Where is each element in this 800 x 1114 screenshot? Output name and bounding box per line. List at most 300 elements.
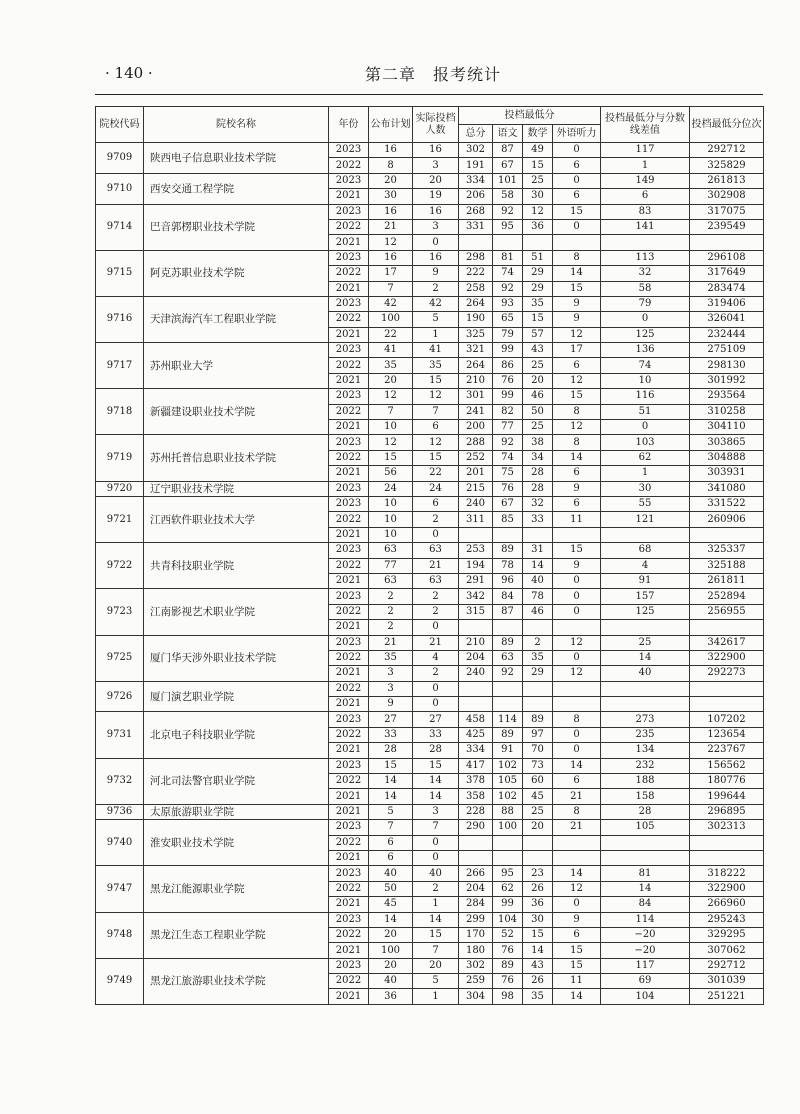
cell-rank: 318222 bbox=[690, 866, 764, 881]
cell-listening: 0 bbox=[553, 743, 601, 758]
school-name: 河北司法警官职业学院 bbox=[144, 758, 329, 804]
cell-math: 35 bbox=[523, 989, 553, 1004]
cell-actual: 0 bbox=[413, 681, 459, 696]
cell-plan: 16 bbox=[369, 204, 413, 219]
cell-listening: 9 bbox=[553, 312, 601, 327]
cell-actual: 0 bbox=[413, 620, 459, 635]
cell-actual: 14 bbox=[413, 912, 459, 927]
cell-year: 2022 bbox=[329, 158, 369, 173]
table-row bbox=[96, 635, 764, 650]
cell-rank: 275109 bbox=[690, 343, 764, 358]
header-math: 数学 bbox=[523, 125, 553, 143]
cell-chinese bbox=[493, 620, 523, 635]
cell-plan: 40 bbox=[369, 974, 413, 989]
cell-plan: 7 bbox=[369, 281, 413, 296]
cell-year: 2022 bbox=[329, 604, 369, 619]
header-rule bbox=[95, 94, 763, 95]
cell-math: 26 bbox=[523, 881, 553, 896]
cell-rank: 304888 bbox=[690, 450, 764, 465]
cell-actual: 16 bbox=[413, 250, 459, 265]
cell-diff bbox=[601, 835, 690, 850]
cell-math: 28 bbox=[523, 481, 553, 496]
cell-plan: 20 bbox=[369, 958, 413, 973]
cell-total: 228 bbox=[459, 804, 493, 819]
cell-year: 2021 bbox=[329, 466, 369, 481]
cell-year: 2023 bbox=[329, 204, 369, 219]
cell-actual: 14 bbox=[413, 774, 459, 789]
cell-listening: 6 bbox=[553, 158, 601, 173]
table-row bbox=[96, 681, 764, 696]
cell-chinese: 81 bbox=[493, 250, 523, 265]
cell-rank: 325188 bbox=[690, 558, 764, 573]
cell-listening: 8 bbox=[553, 250, 601, 265]
cell-plan: 45 bbox=[369, 897, 413, 912]
cell-rank bbox=[690, 527, 764, 542]
cell-rank: 310258 bbox=[690, 404, 764, 419]
cell-actual: 1 bbox=[413, 327, 459, 342]
cell-listening: 8 bbox=[553, 804, 601, 819]
cell-listening: 15 bbox=[553, 958, 601, 973]
cell-rank: 251221 bbox=[690, 989, 764, 1004]
cell-plan: 12 bbox=[369, 435, 413, 450]
cell-total: 253 bbox=[459, 543, 493, 558]
cell-year: 2021 bbox=[329, 789, 369, 804]
cell-chinese: 74 bbox=[493, 450, 523, 465]
cell-math bbox=[523, 620, 553, 635]
school-code: 9747 bbox=[96, 866, 144, 912]
school-code: 9710 bbox=[96, 173, 144, 204]
cell-plan: 28 bbox=[369, 743, 413, 758]
header-min-score-group: 投档最低分 bbox=[459, 107, 601, 125]
cell-diff: 40 bbox=[601, 666, 690, 681]
cell-total: 210 bbox=[459, 373, 493, 388]
cell-diff: 235 bbox=[601, 727, 690, 742]
page-number: · 140 · bbox=[105, 64, 153, 82]
cell-listening: 0 bbox=[553, 589, 601, 604]
school-code: 9723 bbox=[96, 589, 144, 635]
cell-actual: 15 bbox=[413, 758, 459, 773]
cell-diff: 134 bbox=[601, 743, 690, 758]
cell-rank: 292712 bbox=[690, 958, 764, 973]
cell-actual: 63 bbox=[413, 543, 459, 558]
cell-total bbox=[459, 527, 493, 542]
school-name: 厦门演艺职业学院 bbox=[144, 681, 329, 712]
cell-chinese: 89 bbox=[493, 958, 523, 973]
cell-total: 180 bbox=[459, 943, 493, 958]
cell-plan: 12 bbox=[369, 389, 413, 404]
cell-actual: 24 bbox=[413, 481, 459, 496]
cell-total: 200 bbox=[459, 420, 493, 435]
school-name: 西安交通工程学院 bbox=[144, 173, 329, 204]
school-name: 陕西电子信息职业技术学院 bbox=[144, 143, 329, 174]
cell-rank: 307062 bbox=[690, 943, 764, 958]
cell-diff: 51 bbox=[601, 404, 690, 419]
cell-diff: 69 bbox=[601, 974, 690, 989]
cell-rank: 325829 bbox=[690, 158, 764, 173]
cell-math: 36 bbox=[523, 897, 553, 912]
cell-chinese: 76 bbox=[493, 481, 523, 496]
cell-plan: 8 bbox=[369, 158, 413, 173]
cell-rank: 292273 bbox=[690, 666, 764, 681]
cell-actual: 0 bbox=[413, 235, 459, 250]
cell-diff: 157 bbox=[601, 589, 690, 604]
cell-rank: 232444 bbox=[690, 327, 764, 342]
cell-chinese: 63 bbox=[493, 650, 523, 665]
cell-rank: 296895 bbox=[690, 804, 764, 819]
cell-diff: 14 bbox=[601, 881, 690, 896]
cell-total: 458 bbox=[459, 712, 493, 727]
cell-chinese: 100 bbox=[493, 820, 523, 835]
cell-plan: 21 bbox=[369, 219, 413, 234]
cell-listening: 8 bbox=[553, 712, 601, 727]
cell-chinese bbox=[493, 835, 523, 850]
cell-total bbox=[459, 620, 493, 635]
cell-actual: 9 bbox=[413, 266, 459, 281]
cell-actual: 15 bbox=[413, 927, 459, 942]
cell-chinese: 102 bbox=[493, 758, 523, 773]
cell-chinese: 96 bbox=[493, 573, 523, 588]
cell-total: 264 bbox=[459, 296, 493, 311]
cell-diff: 0 bbox=[601, 312, 690, 327]
cell-rank: 260906 bbox=[690, 512, 764, 527]
cell-diff bbox=[601, 527, 690, 542]
cell-listening: 9 bbox=[553, 912, 601, 927]
cell-diff: 1 bbox=[601, 158, 690, 173]
cell-math bbox=[523, 850, 553, 865]
cell-rank bbox=[690, 697, 764, 712]
header-listening: 外语听力 bbox=[553, 125, 601, 143]
cell-chinese: 89 bbox=[493, 727, 523, 742]
cell-plan: 15 bbox=[369, 758, 413, 773]
cell-total: 425 bbox=[459, 727, 493, 742]
page-header bbox=[95, 62, 763, 86]
cell-math: 43 bbox=[523, 958, 553, 973]
cell-total: 290 bbox=[459, 820, 493, 835]
cell-year: 2022 bbox=[329, 219, 369, 234]
cell-diff: 103 bbox=[601, 435, 690, 450]
table-row bbox=[96, 173, 764, 188]
cell-diff: 58 bbox=[601, 281, 690, 296]
cell-total: 291 bbox=[459, 573, 493, 588]
cell-rank: 123654 bbox=[690, 727, 764, 742]
cell-diff bbox=[601, 235, 690, 250]
cell-diff: 81 bbox=[601, 866, 690, 881]
cell-plan: 41 bbox=[369, 343, 413, 358]
cell-rank: 107202 bbox=[690, 712, 764, 727]
cell-listening bbox=[553, 850, 601, 865]
cell-total: 259 bbox=[459, 974, 493, 989]
cell-rank: 252894 bbox=[690, 589, 764, 604]
cell-total: 334 bbox=[459, 173, 493, 188]
cell-diff: 62 bbox=[601, 450, 690, 465]
cell-plan: 2 bbox=[369, 604, 413, 619]
cell-chinese: 105 bbox=[493, 774, 523, 789]
cell-year: 2021 bbox=[329, 235, 369, 250]
cell-plan: 20 bbox=[369, 373, 413, 388]
cell-listening: 12 bbox=[553, 881, 601, 896]
cell-listening: 21 bbox=[553, 789, 601, 804]
cell-total: 298 bbox=[459, 250, 493, 265]
cell-listening bbox=[553, 235, 601, 250]
cell-year: 2023 bbox=[329, 250, 369, 265]
cell-diff: 273 bbox=[601, 712, 690, 727]
cell-math: 38 bbox=[523, 435, 553, 450]
cell-diff: 32 bbox=[601, 266, 690, 281]
cell-listening: 0 bbox=[553, 219, 601, 234]
cell-rank: 322900 bbox=[690, 881, 764, 896]
school-name: 江南影视艺术职业学院 bbox=[144, 589, 329, 635]
cell-diff: 10 bbox=[601, 373, 690, 388]
cell-total: 301 bbox=[459, 389, 493, 404]
cell-listening: 6 bbox=[553, 466, 601, 481]
cell-total: 241 bbox=[459, 404, 493, 419]
cell-listening: 14 bbox=[553, 450, 601, 465]
cell-year: 2021 bbox=[329, 620, 369, 635]
cell-listening: 8 bbox=[553, 435, 601, 450]
cell-actual: 2 bbox=[413, 589, 459, 604]
cell-listening: 6 bbox=[553, 774, 601, 789]
cell-chinese: 93 bbox=[493, 296, 523, 311]
cell-actual: 19 bbox=[413, 189, 459, 204]
cell-total: 331 bbox=[459, 219, 493, 234]
cell-plan: 3 bbox=[369, 681, 413, 696]
cell-listening: 14 bbox=[553, 866, 601, 881]
cell-total: 258 bbox=[459, 281, 493, 296]
cell-total: 311 bbox=[459, 512, 493, 527]
cell-listening: 0 bbox=[553, 897, 601, 912]
cell-total: 302 bbox=[459, 143, 493, 158]
cell-chinese: 84 bbox=[493, 589, 523, 604]
cell-year: 2022 bbox=[329, 681, 369, 696]
school-name: 共青科技职业学院 bbox=[144, 543, 329, 589]
cell-plan: 7 bbox=[369, 404, 413, 419]
cell-actual: 7 bbox=[413, 820, 459, 835]
table-row bbox=[96, 435, 764, 450]
cell-diff: 84 bbox=[601, 897, 690, 912]
cell-diff: 149 bbox=[601, 173, 690, 188]
cell-chinese: 104 bbox=[493, 912, 523, 927]
cell-rank: 303931 bbox=[690, 466, 764, 481]
cell-math: 25 bbox=[523, 358, 553, 373]
cell-diff: 117 bbox=[601, 143, 690, 158]
cell-total: 201 bbox=[459, 466, 493, 481]
cell-diff: 79 bbox=[601, 296, 690, 311]
cell-total: 252 bbox=[459, 450, 493, 465]
cell-year: 2021 bbox=[329, 573, 369, 588]
cell-math: 15 bbox=[523, 312, 553, 327]
cell-year: 2021 bbox=[329, 697, 369, 712]
table-row bbox=[96, 912, 764, 927]
school-code: 9732 bbox=[96, 758, 144, 804]
table-row bbox=[96, 250, 764, 265]
cell-math: 15 bbox=[523, 158, 553, 173]
cell-chinese: 87 bbox=[493, 143, 523, 158]
school-name: 苏州职业大学 bbox=[144, 343, 329, 389]
school-code: 9749 bbox=[96, 958, 144, 1004]
cell-total: 194 bbox=[459, 558, 493, 573]
school-name: 淮安职业技术学院 bbox=[144, 820, 329, 866]
school-code: 9736 bbox=[96, 804, 144, 819]
cell-diff: 68 bbox=[601, 543, 690, 558]
cell-year: 2021 bbox=[329, 804, 369, 819]
cell-year: 2023 bbox=[329, 496, 369, 511]
cell-rank: 317075 bbox=[690, 204, 764, 219]
school-name: 天津滨海汽车工程职业学院 bbox=[144, 296, 329, 342]
cell-diff bbox=[601, 850, 690, 865]
cell-listening: 9 bbox=[553, 296, 601, 311]
school-name: 巴音郭楞职业技术学院 bbox=[144, 204, 329, 250]
cell-listening: 8 bbox=[553, 404, 601, 419]
table-row bbox=[96, 958, 764, 973]
cell-actual: 22 bbox=[413, 466, 459, 481]
cell-diff: 113 bbox=[601, 250, 690, 265]
cell-chinese: 52 bbox=[493, 927, 523, 942]
header-plan: 公布计划 bbox=[369, 107, 413, 143]
school-code: 9725 bbox=[96, 635, 144, 681]
cell-plan: 16 bbox=[369, 250, 413, 265]
cell-chinese: 99 bbox=[493, 343, 523, 358]
cell-rank: 293564 bbox=[690, 389, 764, 404]
cell-actual: 3 bbox=[413, 158, 459, 173]
cell-rank bbox=[690, 681, 764, 696]
school-name: 北京电子科技职业学院 bbox=[144, 712, 329, 758]
cell-math: 14 bbox=[523, 558, 553, 573]
cell-chinese: 67 bbox=[493, 158, 523, 173]
cell-year: 2021 bbox=[329, 743, 369, 758]
cell-actual: 7 bbox=[413, 404, 459, 419]
cell-listening: 12 bbox=[553, 420, 601, 435]
cell-diff: 141 bbox=[601, 219, 690, 234]
cell-math: 89 bbox=[523, 712, 553, 727]
school-code: 9714 bbox=[96, 204, 144, 250]
table-row bbox=[96, 712, 764, 727]
cell-diff: 114 bbox=[601, 912, 690, 927]
cell-math: 26 bbox=[523, 974, 553, 989]
cell-listening: 9 bbox=[553, 481, 601, 496]
cell-plan: 10 bbox=[369, 512, 413, 527]
cell-plan: 40 bbox=[369, 866, 413, 881]
cell-listening: 0 bbox=[553, 650, 601, 665]
cell-actual: 1 bbox=[413, 897, 459, 912]
cell-total: 191 bbox=[459, 158, 493, 173]
cell-plan: 36 bbox=[369, 989, 413, 1004]
cell-year: 2022 bbox=[329, 835, 369, 850]
header-year: 年份 bbox=[329, 107, 369, 143]
cell-diff bbox=[601, 681, 690, 696]
header-code: 院校代码 bbox=[96, 107, 144, 143]
cell-rank bbox=[690, 620, 764, 635]
cell-rank: 325337 bbox=[690, 543, 764, 558]
cell-rank: 283474 bbox=[690, 281, 764, 296]
cell-total: 170 bbox=[459, 927, 493, 942]
cell-actual: 5 bbox=[413, 974, 459, 989]
cell-year: 2022 bbox=[329, 558, 369, 573]
cell-actual: 3 bbox=[413, 219, 459, 234]
cell-math: 32 bbox=[523, 496, 553, 511]
cell-year: 2022 bbox=[329, 881, 369, 896]
cell-chinese: 77 bbox=[493, 420, 523, 435]
cell-math: 50 bbox=[523, 404, 553, 419]
cell-actual: 40 bbox=[413, 866, 459, 881]
cell-actual: 27 bbox=[413, 712, 459, 727]
school-code: 9726 bbox=[96, 681, 144, 712]
cell-listening: 6 bbox=[553, 496, 601, 511]
cell-rank: 261813 bbox=[690, 173, 764, 188]
cell-plan: 5 bbox=[369, 804, 413, 819]
cell-math: 23 bbox=[523, 866, 553, 881]
cell-chinese: 74 bbox=[493, 266, 523, 281]
cell-plan: 10 bbox=[369, 420, 413, 435]
school-code: 9709 bbox=[96, 143, 144, 174]
cell-total: 302 bbox=[459, 958, 493, 973]
cell-chinese: 92 bbox=[493, 204, 523, 219]
cell-total: 284 bbox=[459, 897, 493, 912]
cell-actual: 63 bbox=[413, 573, 459, 588]
cell-year: 2022 bbox=[329, 358, 369, 373]
school-code: 9731 bbox=[96, 712, 144, 758]
cell-plan: 12 bbox=[369, 235, 413, 250]
cell-plan: 10 bbox=[369, 527, 413, 542]
school-code: 9719 bbox=[96, 435, 144, 481]
cell-chinese: 86 bbox=[493, 358, 523, 373]
cell-year: 2023 bbox=[329, 343, 369, 358]
cell-total bbox=[459, 697, 493, 712]
cell-diff: 25 bbox=[601, 635, 690, 650]
school-code: 9720 bbox=[96, 481, 144, 496]
cell-plan: 14 bbox=[369, 774, 413, 789]
cell-actual: 20 bbox=[413, 958, 459, 973]
cell-total: 204 bbox=[459, 881, 493, 896]
cell-listening: 11 bbox=[553, 512, 601, 527]
header-chinese: 语文 bbox=[493, 125, 523, 143]
cell-year: 2023 bbox=[329, 296, 369, 311]
cell-diff: 121 bbox=[601, 512, 690, 527]
cell-actual: 2 bbox=[413, 512, 459, 527]
cell-year: 2022 bbox=[329, 974, 369, 989]
cell-chinese: 67 bbox=[493, 496, 523, 511]
cell-total: 315 bbox=[459, 604, 493, 619]
cell-diff: 74 bbox=[601, 358, 690, 373]
cell-rank: 301039 bbox=[690, 974, 764, 989]
cell-total: 268 bbox=[459, 204, 493, 219]
cell-rank: 180776 bbox=[690, 774, 764, 789]
cell-actual: 0 bbox=[413, 835, 459, 850]
cell-total: 206 bbox=[459, 189, 493, 204]
cell-listening: 12 bbox=[553, 327, 601, 342]
cell-plan: 100 bbox=[369, 312, 413, 327]
cell-math: 28 bbox=[523, 466, 553, 481]
cell-plan: 2 bbox=[369, 589, 413, 604]
chapter-title: 第二章 报考统计 bbox=[365, 65, 502, 84]
cell-chinese: 79 bbox=[493, 327, 523, 342]
cell-diff: 55 bbox=[601, 496, 690, 511]
cell-rank: 331522 bbox=[690, 496, 764, 511]
table-row bbox=[96, 804, 764, 819]
cell-math bbox=[523, 527, 553, 542]
cell-actual: 6 bbox=[413, 420, 459, 435]
school-code: 9716 bbox=[96, 296, 144, 342]
cell-plan: 6 bbox=[369, 835, 413, 850]
cell-diff: 4 bbox=[601, 558, 690, 573]
cell-rank: 298130 bbox=[690, 358, 764, 373]
cell-year: 2021 bbox=[329, 420, 369, 435]
cell-total: 215 bbox=[459, 481, 493, 496]
school-code: 9718 bbox=[96, 389, 144, 435]
cell-total bbox=[459, 835, 493, 850]
cell-year: 2023 bbox=[329, 543, 369, 558]
cell-plan: 50 bbox=[369, 881, 413, 896]
cell-diff: 116 bbox=[601, 389, 690, 404]
